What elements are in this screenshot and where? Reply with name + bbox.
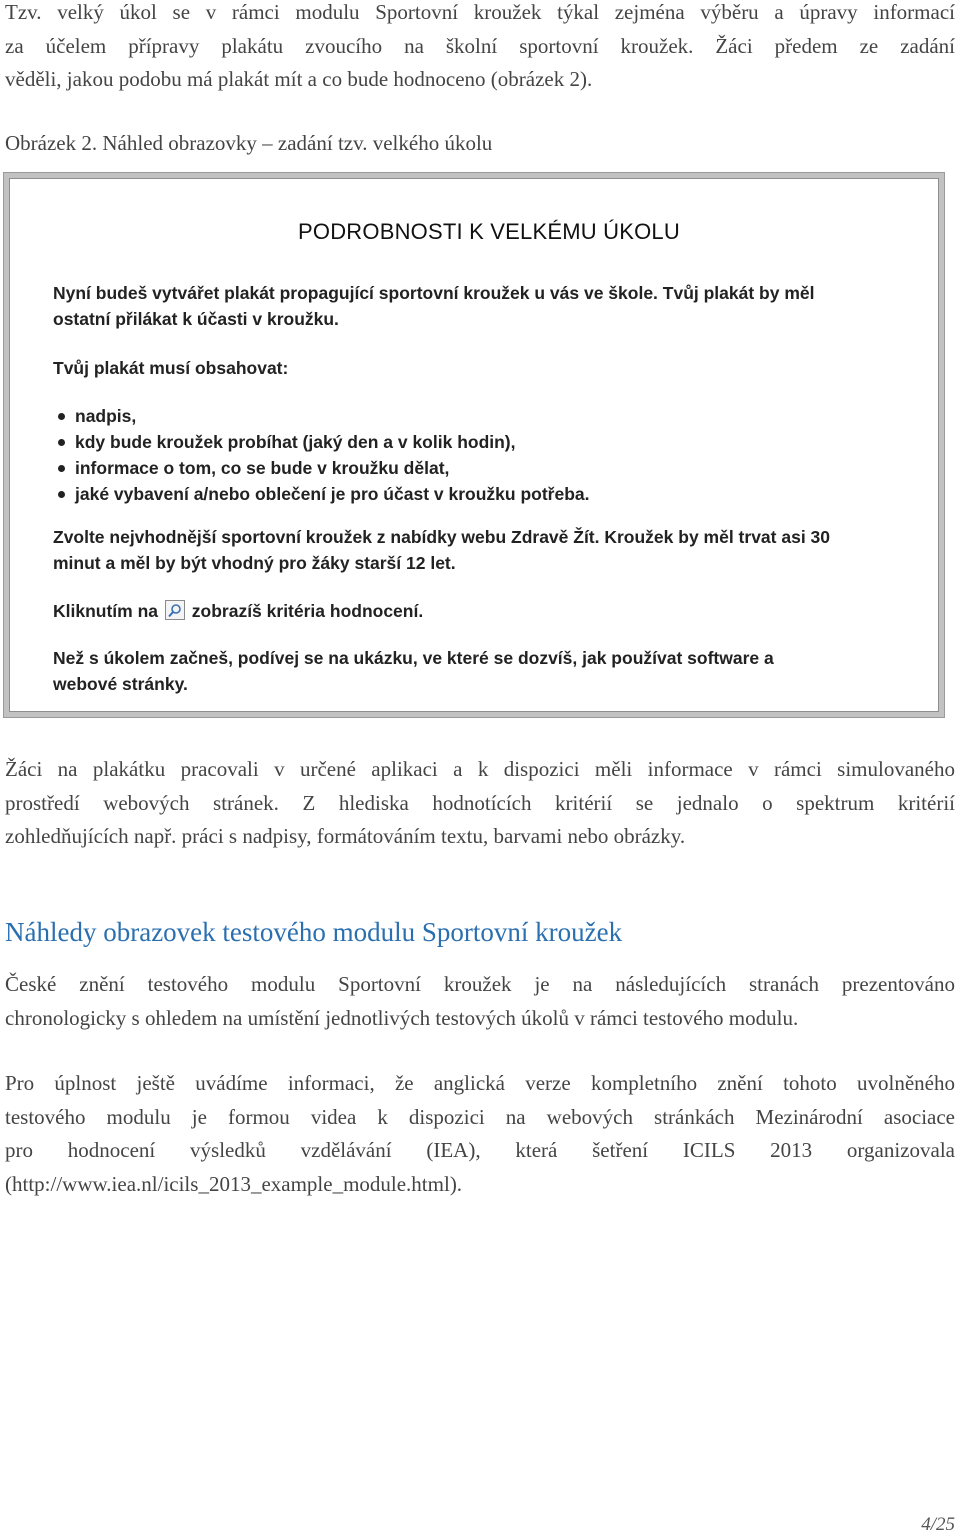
task-criteria-hint — [53, 598, 933, 624]
task-intro-line-2: ostatní přilákat k účasti v kroužku. — [53, 309, 339, 329]
after-line-1: Žáci na plakátku pracovali v určené aplikaci a k dispozici měli informace v rámci simulovaného — [5, 757, 955, 781]
task-requirements-list — [53, 403, 589, 507]
intro-line-1: Tzv. velký úkol se v rámci modulu Sportovní kroužek týkal zejména výběru a úpravy informací — [5, 0, 955, 24]
task-title: PODROBNOSTI K VELKÉMU ÚKOLU — [298, 219, 680, 244]
after-line-2: prostředí webových stránek. Z hlediska hodnotících kritérií se jednalo o spektrum kritérií — [5, 790, 955, 815]
section-heading: Náhledy obrazovek testového modulu Sportovní kroužek — [5, 917, 623, 947]
intro-line-3: věděli, jakou podobu má plakát mít a co bude hodnoceno (obrázek 2). — [5, 67, 593, 91]
section-p2-line-2: testového modulu je formou videa k dispozici na webových stránkách Mezinárodní asociace — [5, 1104, 955, 1129]
section-p1-line-2: chronologicky s ohledem na umístění jednotlivých testových úkolů v rámci testového modulu. — [5, 1005, 799, 1030]
task-screenshot-content — [9, 178, 939, 712]
section-p2-line-4: (http://www.iea.nl/icils_2013_example_module.html). — [5, 1171, 463, 1196]
criteria-hint-after: zobrazíš kritéria hodnocení. — [191, 601, 424, 621]
section-paragraph-1 — [5, 968, 955, 1035]
section-p2-line-1: Pro úplnost ještě uvádíme informaci, že anglická verze kompletního znění tohoto uvolněného — [5, 1071, 955, 1095]
task-choice-line-2: minut a měl by být vhodný pro žáky starší 12 let. — [53, 553, 456, 573]
after-line-3: zohledňujících např. práci s nadpisy, formátováním textu, barvami nebo obrázky. — [5, 824, 686, 848]
task-demo-hint — [53, 645, 933, 697]
after-figure-paragraph — [5, 753, 955, 854]
task-requirements-label: Tvůj plakát musí obsahovat: — [53, 358, 289, 378]
list-item: kdy bude kroužek probíhat (jaký den a v kolik hodin), — [53, 429, 589, 455]
section-p1-line-1: České znění testového modulu Sportovní kroužek je na následujících stranách prezentováno — [5, 972, 955, 996]
task-intro — [53, 280, 933, 332]
task-demo-line-1: Než s úkolem začneš, podívej se na ukázku, ve které se dozvíš, jak používat software a — [53, 648, 774, 668]
list-item: informace o tom, co se bude v kroužku dělat, — [53, 455, 589, 481]
figure-caption: Obrázek 2. Náhled obrazovky – zadání tzv. velkého úkolu — [5, 131, 493, 155]
magnifier-icon[interactable] — [165, 600, 185, 620]
page-number: 4/25 — [921, 1514, 955, 1535]
task-intro-line-1: Nyní budeš vytvářet plakát propagující sportovní kroužek u vás ve škole. Tvůj plakát by měl — [53, 283, 815, 303]
list-item: jaké vybavení a/nebo oblečení je pro účast v kroužku potřeba. — [53, 481, 589, 507]
task-demo-line-2: webové stránky. — [53, 674, 188, 694]
intro-paragraph — [5, 0, 955, 97]
task-choice-line-1: Zvolte nejvhodnější sportovní kroužek z nabídky webu Zdravě Žít. Kroužek by měl trvat asi 30 — [53, 527, 831, 547]
criteria-hint-before: Kliknutím na — [53, 601, 159, 621]
task-choice — [53, 524, 933, 576]
task-screenshot — [4, 173, 944, 717]
section-paragraph-2 — [5, 1067, 955, 1201]
intro-line-2: za účelem přípravy plakátu zvoucího na školní sportovní kroužek. Žáci předem ze zadání — [5, 33, 955, 58]
list-item: nadpis, — [53, 403, 589, 429]
section-p2-line-3: pro hodnocení výsledků vzdělávání (IEA), která šetření ICILS 2013 organizovala — [5, 1138, 955, 1162]
